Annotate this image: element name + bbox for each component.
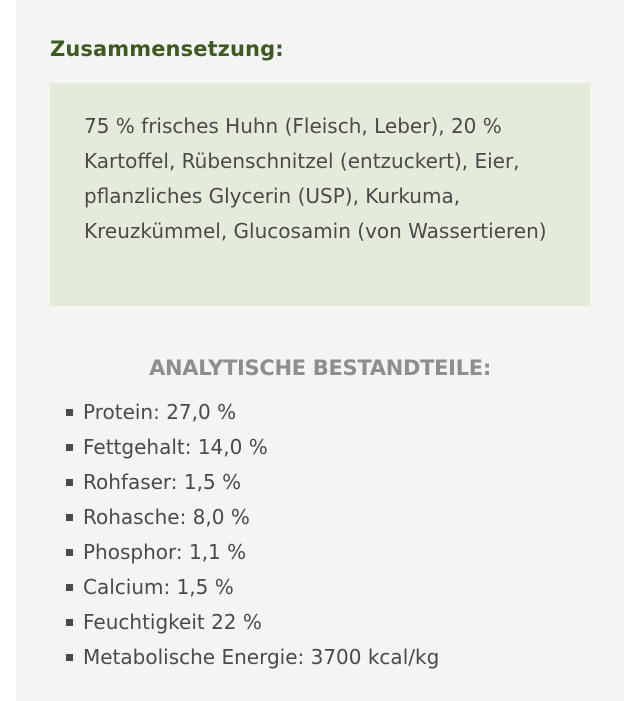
list-item-text: Fettgehalt: 14,0 % [83, 435, 268, 459]
square-bullet-icon [66, 514, 73, 521]
list-item [62, 640, 439, 675]
composition-heading: Zusammensetzung: [50, 37, 284, 61]
list-item-text: Rohasche: 8,0 % [83, 505, 250, 529]
analysis-heading: ANALYTISCHE BESTANDTEILE: [149, 356, 491, 380]
list-item-text: Protein: 27,0 % [83, 400, 237, 424]
list-item-text: Phosphor: 1,1 % [83, 540, 247, 564]
composition-box [50, 83, 590, 306]
square-bullet-icon [66, 584, 73, 591]
list-item-text: Rohfaser: 1,5 % [83, 470, 242, 494]
list-item [62, 395, 439, 430]
square-bullet-icon [66, 409, 73, 416]
list-item-text: Calcium: 1,5 % [83, 575, 234, 599]
list-item [62, 465, 439, 500]
square-bullet-icon [66, 619, 73, 626]
square-bullet-icon [66, 654, 73, 661]
square-bullet-icon [66, 479, 73, 486]
analysis-list [62, 395, 439, 675]
list-item [62, 430, 439, 465]
square-bullet-icon [66, 549, 73, 556]
list-item-text: Feuchtigkeit 22 % [83, 610, 262, 634]
list-item [62, 570, 439, 605]
composition-text: 75 % frisches Huhn (Fleisch, Leber), 20 % Kartoffel, Rübenschnitzel (entzuckert), Eier, pflanzliches Glycerin (USP), Kurkuma, Kreuzkümmel, Glucosamin (von Wassertieren) [84, 114, 547, 243]
list-item [62, 535, 439, 570]
square-bullet-icon [66, 444, 73, 451]
list-item [62, 500, 439, 535]
list-item [62, 605, 439, 640]
list-item-text: Metabolische Energie: 3700 kcal/kg [83, 645, 440, 669]
